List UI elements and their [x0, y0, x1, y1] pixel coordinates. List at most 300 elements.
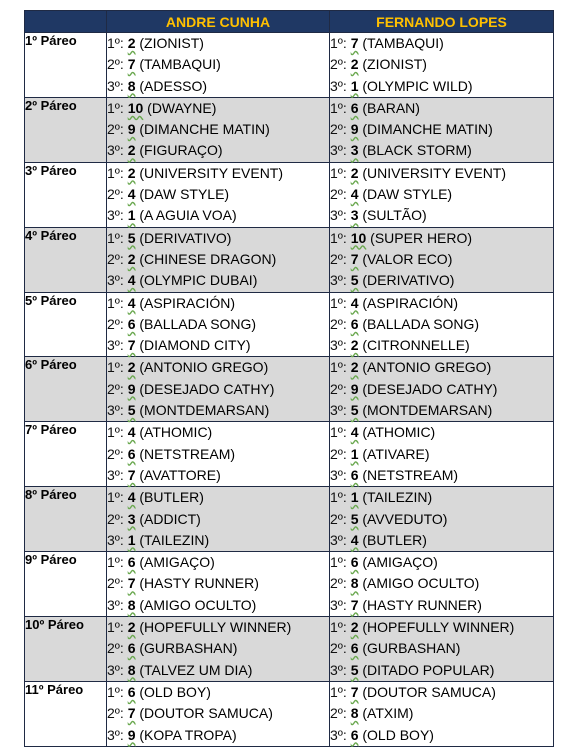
pick-position: 3º:: [330, 272, 347, 289]
horse-number: 2: [127, 619, 136, 636]
horse-number: 10: [350, 229, 367, 246]
horse-number: 2: [127, 359, 136, 376]
pick-position: 1º:: [330, 619, 347, 636]
horse-number: 1: [127, 207, 136, 224]
pick-line: [107, 422, 329, 443]
pick-line: [107, 76, 329, 97]
horse-name: (GURBASHAN): [139, 640, 238, 657]
horse-number: 2: [350, 164, 359, 181]
horse-name: (BUTLER): [362, 531, 427, 548]
horse-name: (DERIVATIVO): [362, 272, 455, 289]
horse-name: (A AGUIA VOA): [139, 207, 237, 224]
fernando-picks-cell: [330, 227, 554, 292]
pick-line: [330, 379, 553, 400]
horse-number: 6: [127, 640, 136, 657]
horse-number: 7: [350, 250, 359, 267]
tips-body: [25, 33, 554, 747]
horse-name: (ZIONIST): [362, 56, 427, 73]
pick-line: [330, 314, 553, 335]
pick-line: [107, 335, 329, 356]
horse-name: (ATXIM): [362, 705, 414, 722]
horse-number: 4: [350, 531, 359, 548]
pick-position: 3º:: [107, 77, 124, 94]
fernando-picks-cell: [330, 33, 554, 98]
horse-number: 7: [127, 575, 136, 592]
pick-position: 1º:: [107, 424, 124, 441]
pick-line: [330, 703, 553, 724]
horse-number: 7: [127, 56, 136, 73]
horse-name: (AMIGAÇO): [362, 554, 438, 571]
pick-line: [107, 249, 329, 270]
pick-line: [330, 119, 553, 140]
pick-line: [330, 465, 553, 486]
horse-number: 4: [127, 186, 136, 203]
pick-position: 2º:: [330, 121, 347, 138]
andre-picks-cell: [107, 227, 330, 292]
table-row: [25, 97, 554, 162]
pick-line: [107, 293, 329, 314]
horse-name: (HOPEFULLY WINNER): [362, 619, 515, 636]
pick-position: 2º:: [107, 186, 124, 203]
pick-position: 2º:: [330, 56, 347, 73]
horse-number: 4: [350, 294, 359, 311]
horse-number: 2: [127, 164, 136, 181]
horse-name: (AMIGO OCULTO): [362, 575, 480, 592]
pick-position: 2º:: [107, 575, 124, 592]
pick-line: [107, 140, 329, 161]
horse-name: (ASPIRACIÓN): [139, 294, 236, 311]
horse-name: (OLYMPIC DUBAI): [139, 272, 258, 289]
pick-line: [107, 184, 329, 205]
horse-number: 7: [350, 683, 359, 700]
pick-position: 3º:: [330, 596, 347, 613]
andre-picks-cell: [107, 97, 330, 162]
table-row: [25, 33, 554, 98]
pick-position: 3º:: [107, 596, 124, 613]
header-row: [25, 11, 554, 33]
horse-number: 6: [127, 315, 136, 332]
pick-position: 3º:: [107, 466, 124, 483]
andre-picks-cell: [107, 617, 330, 682]
pick-line: [107, 617, 329, 638]
horse-number: 1: [350, 77, 359, 94]
horse-name: (KOPA TROPA): [139, 726, 237, 743]
pick-line: [107, 205, 329, 226]
pick-position: 2º:: [107, 121, 124, 138]
horse-name: (DIMANCHE MATIN): [139, 121, 270, 138]
table-row: [25, 487, 554, 552]
pick-line: [107, 98, 329, 119]
pick-position: 3º:: [107, 402, 124, 419]
horse-name: (SULTÃO): [362, 207, 427, 224]
horse-name: (AVATTORE): [139, 466, 221, 483]
table-row: [25, 357, 554, 422]
pick-position: 3º:: [330, 661, 347, 678]
horse-number: 1: [350, 445, 359, 462]
pick-line: [330, 487, 553, 508]
fernando-picks-cell: [330, 357, 554, 422]
pick-line: [107, 703, 329, 724]
pick-position: 2º:: [107, 380, 124, 397]
horse-number: 4: [127, 272, 136, 289]
horse-name: (ATIVARE): [362, 445, 430, 462]
pick-position: 2º:: [107, 640, 124, 657]
horse-number: 6: [350, 554, 359, 571]
pick-position: 3º:: [107, 142, 124, 159]
fernando-picks-cell: [330, 162, 554, 227]
horse-number: 6: [127, 445, 136, 462]
race-label: 2º Páreo: [25, 97, 107, 162]
pick-line: [107, 465, 329, 486]
horse-number: 6: [127, 683, 136, 700]
pick-position: 2º:: [330, 315, 347, 332]
horse-number: 9: [127, 121, 136, 138]
horse-number: 7: [350, 35, 359, 51]
pick-position: 3º:: [330, 337, 347, 354]
horse-name: (BALLADA SONG): [139, 315, 257, 332]
pick-position: 2º:: [330, 705, 347, 722]
pick-line: [330, 357, 553, 378]
horse-name: (TAMBAQUI): [362, 35, 444, 51]
pick-line: [107, 682, 329, 703]
horse-name: (UNIVERSITY EVENT): [362, 164, 507, 181]
pick-line: [107, 444, 329, 465]
pick-line: [107, 270, 329, 291]
pick-line: [330, 184, 553, 205]
pick-line: [107, 530, 329, 551]
horse-name: (HASTY RUNNER): [139, 575, 259, 592]
pick-line: [107, 509, 329, 530]
horse-number: 5: [350, 510, 359, 527]
horse-name: (OLD BOY): [362, 726, 434, 743]
pick-line: [330, 54, 553, 75]
pick-position: 1º:: [330, 424, 347, 441]
header-andre-cunha: ANDRE CUNHA: [107, 11, 330, 33]
andre-picks-cell: [107, 422, 330, 487]
horse-number: 2: [127, 250, 136, 267]
pick-position: 3º:: [330, 77, 347, 94]
horse-name: (DERIVATIVO): [139, 229, 232, 246]
pick-position: 2º:: [330, 640, 347, 657]
fernando-picks-cell: [330, 617, 554, 682]
horse-number: 6: [350, 99, 359, 116]
pick-position: 2º:: [107, 315, 124, 332]
horse-name: (BLACK STORM): [362, 142, 472, 159]
pick-position: 1º:: [107, 683, 124, 700]
pick-line: [330, 725, 553, 746]
andre-picks-cell: [107, 162, 330, 227]
pick-position: 1º:: [330, 489, 347, 506]
horse-number: 2: [350, 619, 359, 636]
horse-name: (DOUTOR SAMUCA): [139, 705, 273, 722]
fernando-picks-cell: [330, 681, 554, 746]
pick-position: 1º:: [330, 683, 347, 700]
horse-number: 5: [350, 661, 359, 678]
header-fernando-lopes: FERNANDO LOPES: [330, 11, 554, 33]
pick-line: [107, 660, 329, 681]
horse-name: (DAW STYLE): [362, 186, 453, 203]
pick-line: [107, 119, 329, 140]
pick-line: [330, 335, 553, 356]
pick-position: 1º:: [330, 359, 347, 376]
horse-number: 5: [350, 402, 359, 419]
pick-position: 1º:: [330, 99, 347, 116]
horse-name: (CITRONNELLE): [362, 337, 470, 354]
pick-position: 1º:: [330, 164, 347, 181]
pick-line: [330, 270, 553, 291]
pick-line: [107, 638, 329, 659]
horse-number: 5: [350, 272, 359, 289]
pick-line: [107, 54, 329, 75]
pick-position: 3º:: [330, 142, 347, 159]
race-label: 7º Páreo: [25, 422, 107, 487]
horse-name: (UNIVERSITY EVENT): [139, 164, 284, 181]
andre-picks-cell: [107, 552, 330, 617]
pick-line: [330, 552, 553, 573]
pick-position: 1º:: [107, 294, 124, 311]
horse-number: 2: [127, 35, 136, 51]
horse-name: (ANTONIO GREGO): [139, 359, 269, 376]
horse-name: (ANTONIO GREGO): [362, 359, 492, 376]
horse-name: (DIAMOND CITY): [139, 337, 251, 354]
pick-position: 3º:: [330, 466, 347, 483]
horse-number: 5: [127, 402, 136, 419]
horse-number: 3: [350, 207, 359, 224]
horse-name: (BARAN): [362, 99, 420, 116]
horse-name: (MONTDEMARSAN): [139, 402, 270, 419]
header-corner: [25, 11, 107, 33]
horse-number: 4: [127, 489, 136, 506]
horse-number: 2: [127, 142, 136, 159]
horse-name: (NETSTREAM): [362, 466, 459, 483]
horse-name: (HASTY RUNNER): [362, 596, 482, 613]
pick-position: 2º:: [107, 250, 124, 267]
horse-number: 9: [350, 121, 359, 138]
pick-line: [330, 293, 553, 314]
horse-number: 8: [127, 77, 136, 94]
pick-position: 3º:: [330, 726, 347, 743]
horse-number: 6: [350, 640, 359, 657]
horse-name: (DOUTOR SAMUCA): [362, 683, 496, 700]
horse-name: (DESEJADO CATHY): [362, 380, 498, 397]
horse-name: (ADDICT): [139, 510, 201, 527]
pick-position: 3º:: [107, 337, 124, 354]
pick-line: [330, 638, 553, 659]
race-label: 8º Páreo: [25, 487, 107, 552]
race-label: 4º Páreo: [25, 227, 107, 292]
pick-position: 2º:: [107, 705, 124, 722]
horse-name: (DESEJADO CATHY): [139, 380, 275, 397]
horse-name: (TAILEZIN): [139, 531, 210, 548]
pick-line: [330, 228, 553, 249]
pick-line: [107, 487, 329, 508]
horse-name: (DITADO POPULAR): [362, 661, 495, 678]
horse-name: (AMIGAÇO): [139, 554, 215, 571]
race-label: 5º Páreo: [25, 292, 107, 357]
horse-number: 8: [127, 596, 136, 613]
pick-line: [330, 573, 553, 594]
table-row: [25, 617, 554, 682]
race-label: 6º Páreo: [25, 357, 107, 422]
horse-number: 10: [127, 99, 144, 116]
horse-name: (OLD BOY): [139, 683, 211, 700]
horse-name: (ATHOMIC): [139, 424, 213, 441]
pick-line: [330, 444, 553, 465]
pick-line: [330, 660, 553, 681]
horse-number: 2: [350, 359, 359, 376]
pick-line: [330, 682, 553, 703]
pick-position: 2º:: [330, 445, 347, 462]
horse-number: 6: [350, 726, 359, 743]
horse-number: 7: [127, 466, 136, 483]
pick-line: [107, 379, 329, 400]
horse-number: 6: [350, 466, 359, 483]
fernando-picks-cell: [330, 422, 554, 487]
table-row: [25, 162, 554, 227]
horse-number: 8: [350, 705, 359, 722]
horse-name: (NETSTREAM): [139, 445, 236, 462]
horse-number: 4: [350, 424, 359, 441]
pick-position: 2º:: [107, 510, 124, 527]
horse-number: 1: [127, 531, 136, 548]
pick-line: [330, 140, 553, 161]
horse-name: (GURBASHAN): [362, 640, 461, 657]
pick-position: 3º:: [107, 272, 124, 289]
pick-line: [330, 205, 553, 226]
fernando-picks-cell: [330, 97, 554, 162]
pick-position: 1º:: [330, 229, 347, 246]
pick-line: [330, 163, 553, 184]
pick-line: [330, 422, 553, 443]
pick-position: 1º:: [330, 554, 347, 571]
horse-number: 5: [127, 229, 136, 246]
pick-line: [107, 314, 329, 335]
tips-table: [24, 10, 554, 747]
pick-line: [330, 509, 553, 530]
table-row: [25, 681, 554, 746]
pick-position: 1º:: [107, 359, 124, 376]
horse-name: (BUTLER): [139, 489, 204, 506]
pick-line: [107, 163, 329, 184]
pick-line: [330, 98, 553, 119]
horse-name: (FIGURAÇO): [139, 142, 223, 159]
race-label: 3º Páreo: [25, 162, 107, 227]
horse-number: 4: [127, 294, 136, 311]
andre-picks-cell: [107, 292, 330, 357]
horse-number: 6: [350, 315, 359, 332]
pick-position: 3º:: [107, 531, 124, 548]
pick-position: 2º:: [330, 250, 347, 267]
pick-line: [107, 33, 329, 54]
horse-number: 9: [350, 380, 359, 397]
horse-number: 3: [350, 142, 359, 159]
horse-name: (ATHOMIC): [362, 424, 436, 441]
table-row: [25, 552, 554, 617]
horse-name: (AMIGO OCULTO): [139, 596, 257, 613]
pick-position: 1º:: [107, 619, 124, 636]
horse-number: 6: [127, 554, 136, 571]
pick-position: 1º:: [107, 99, 124, 116]
race-label: 9º Páreo: [25, 552, 107, 617]
pick-position: 2º:: [107, 56, 124, 73]
horse-name: (DIMANCHE MATIN): [362, 121, 493, 138]
horse-number: 2: [350, 337, 359, 354]
horse-number: 9: [127, 380, 136, 397]
horse-number: 9: [127, 726, 136, 743]
race-label: 1º Páreo: [25, 33, 107, 98]
pick-line: [107, 400, 329, 421]
pick-line: [330, 76, 553, 97]
horse-number: 8: [350, 575, 359, 592]
horse-number: 8: [127, 661, 136, 678]
horse-name: (ASPIRACIÓN): [362, 294, 459, 311]
andre-picks-cell: [107, 681, 330, 746]
pick-position: 1º:: [107, 164, 124, 181]
horse-name: (VALOR ECO): [362, 250, 453, 267]
pick-position: 2º:: [107, 445, 124, 462]
horse-number: 2: [350, 56, 359, 73]
horse-number: 4: [127, 424, 136, 441]
race-label: 10º Páreo: [25, 617, 107, 682]
fernando-picks-cell: [330, 292, 554, 357]
andre-picks-cell: [107, 33, 330, 98]
fernando-picks-cell: [330, 487, 554, 552]
pick-position: 3º:: [330, 531, 347, 548]
pick-line: [107, 595, 329, 616]
race-label: 11º Páreo: [25, 681, 107, 746]
table-row: [25, 422, 554, 487]
pick-position: 3º:: [107, 207, 124, 224]
table-row: [25, 227, 554, 292]
horse-number: 3: [127, 510, 136, 527]
horse-name: (DAW STYLE): [139, 186, 230, 203]
pick-line: [107, 357, 329, 378]
horse-name: (TAILEZIN): [362, 489, 433, 506]
horse-name: (MONTDEMARSAN): [362, 402, 493, 419]
pick-position: 3º:: [107, 726, 124, 743]
pick-position: 1º:: [107, 554, 124, 571]
horse-number: 1: [350, 489, 359, 506]
horse-name: (TALVEZ UM DIA): [139, 661, 253, 678]
horse-name: (ADESSO): [139, 77, 208, 94]
pick-position: 1º:: [330, 35, 347, 51]
horse-name: (OLYMPIC WILD): [362, 77, 473, 94]
pick-position: 2º:: [330, 186, 347, 203]
horse-name: (CHINESE DRAGON): [139, 250, 277, 267]
pick-position: 2º:: [330, 575, 347, 592]
horse-number: 7: [127, 337, 136, 354]
horse-name: (ZIONIST): [139, 35, 204, 51]
horse-name: (AVVEDUTO): [362, 510, 448, 527]
pick-line: [330, 400, 553, 421]
pick-line: [107, 725, 329, 746]
horse-number: 7: [350, 596, 359, 613]
pick-position: 3º:: [330, 207, 347, 224]
pick-position: 3º:: [330, 402, 347, 419]
pick-position: 1º:: [107, 229, 124, 246]
pick-position: 1º:: [330, 294, 347, 311]
pick-line: [107, 552, 329, 573]
horse-number: 7: [127, 705, 136, 722]
fernando-picks-cell: [330, 552, 554, 617]
pick-position: 1º:: [107, 489, 124, 506]
pick-position: 2º:: [330, 380, 347, 397]
pick-line: [107, 228, 329, 249]
pick-line: [330, 33, 553, 54]
table-row: [25, 292, 554, 357]
pick-position: 1º:: [107, 35, 124, 51]
pick-line: [330, 617, 553, 638]
